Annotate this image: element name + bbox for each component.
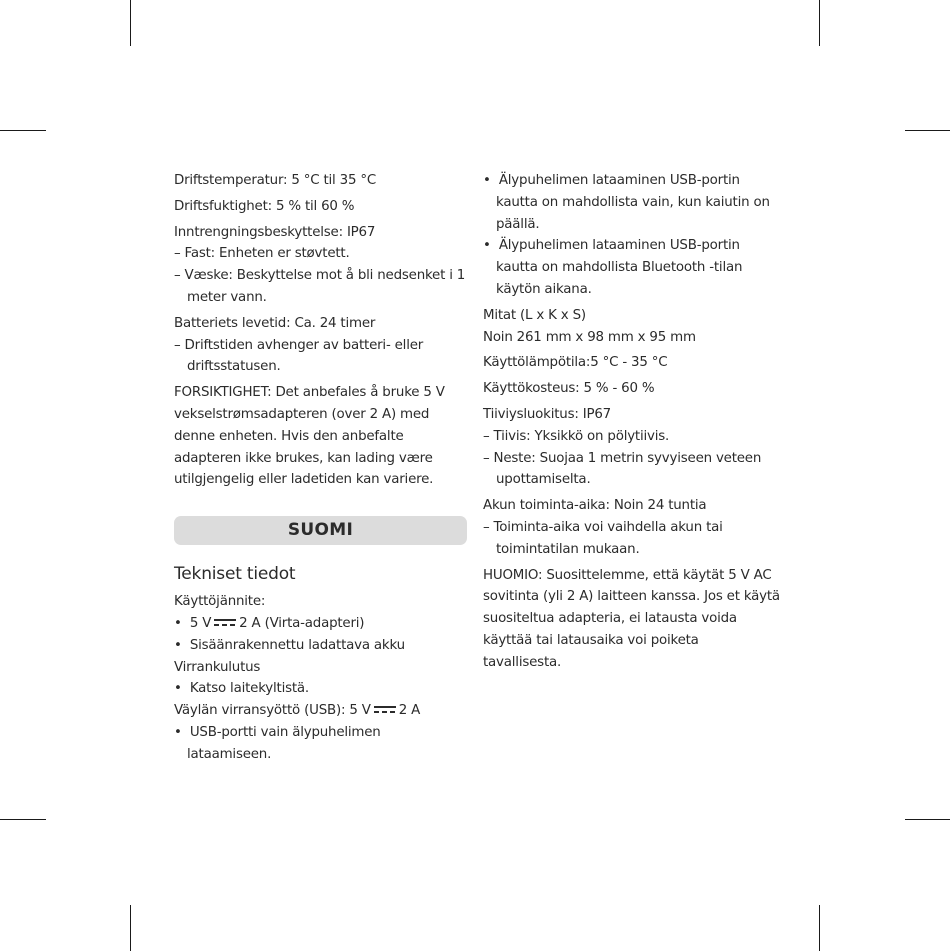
crop-mark-top-left bbox=[130, 0, 131, 46]
voltage-current: 2 A (Virta-adapteri) bbox=[239, 615, 365, 631]
power-label: Virrankulutus bbox=[174, 659, 261, 675]
caution-paragraph: HUOMIO: Suosittelemme, että käytät 5 V AC sovitinta (yli 2 A) laitteen kanssa. Jos et käytä suositeltua adapteria, ei latausta voida käyttää tai latausaika voi poiketa tavallisesta. bbox=[483, 567, 780, 670]
section-title: Tekniset tiedot bbox=[174, 564, 296, 585]
spec-sub-item: – Væske: Beskyttelse mot å bli nedsenket i 1 meter vann. bbox=[174, 268, 466, 305]
bullet-item bbox=[174, 678, 467, 700]
power-text: Katso laitekyltistä. bbox=[189, 681, 309, 697]
usb-power-line bbox=[174, 700, 467, 722]
crop-mark-left-top bbox=[0, 130, 46, 131]
caution-paragraph: FORSIKTIGHET: Det anbefales å bruke 5 V vekselstrømsadapteren (over 2 A) med denne enheten. Hvis den anbefalte adapteren ikke brukes, kan lading være utilgjengelig eller ladetiden kan variere. bbox=[174, 385, 445, 488]
usb-charge-note: Älypuhelimen lataaminen USB-portin kautta on mahdollista Bluetooth -tilan käytön aikana. bbox=[496, 238, 743, 297]
bullet-item bbox=[483, 170, 780, 235]
spec-sub-item: – Toiminta-aika voi vaihdella akun tai toimintatilan mukaan. bbox=[483, 519, 723, 557]
spec-sub-item: – Driftstiden avhenger av batteri- eller driftsstatusen. bbox=[174, 337, 424, 375]
usb-power-label: Väylän virransyöttö (USB): 5 V bbox=[174, 703, 371, 719]
crop-mark-right-bottom bbox=[905, 819, 950, 820]
bullet-glyph: • bbox=[483, 238, 491, 254]
spec-sub-item: – Neste: Suojaa 1 metrin syvyiseen veteen upottamiselta. bbox=[483, 450, 762, 488]
spec-line: Tiiviysluokitus: IP67 bbox=[483, 406, 611, 422]
spec-line: Inntrengningsbeskyttelse: IP67 bbox=[174, 224, 376, 240]
bullet-glyph: • bbox=[174, 724, 182, 740]
bullet-item bbox=[483, 235, 780, 300]
usb-text: USB-portti vain älypuhelimen lataamiseen. bbox=[187, 724, 381, 762]
bullet-glyph: • bbox=[174, 615, 182, 631]
spec-line: Akun toiminta-aika: Noin 24 tuntia bbox=[483, 498, 707, 514]
crop-mark-right-top bbox=[905, 130, 950, 131]
dc-symbol-icon bbox=[374, 705, 396, 715]
crop-mark-top-right bbox=[819, 0, 820, 46]
crop-mark-bottom-right bbox=[819, 905, 820, 951]
battery-text: Sisäänrakennettu ladattava akku bbox=[189, 637, 405, 653]
spec-line: Batteriets levetid: Ca. 24 timer bbox=[174, 315, 376, 331]
spec-line: Noin 261 mm x 98 mm x 95 mm bbox=[483, 329, 696, 345]
spec-line: Käyttölämpötila:5 °C - 35 °C bbox=[483, 355, 668, 371]
voltage-value: 5 V bbox=[189, 615, 212, 631]
left-column bbox=[174, 170, 467, 766]
spec-line: Mitat (L x K x S) bbox=[483, 307, 586, 323]
spec-line: Driftsfuktighet: 5 % til 60 % bbox=[174, 198, 355, 214]
bullet-glyph: • bbox=[174, 681, 182, 697]
bullet-item bbox=[174, 635, 467, 657]
crop-mark-left-bottom bbox=[0, 819, 46, 820]
voltage-label: Käyttöjännite: bbox=[174, 594, 266, 610]
spec-sub-item: – Fast: Enheten er støvtett. bbox=[174, 246, 350, 262]
usb-charge-note: Älypuhelimen lataaminen USB-portin kautta on mahdollista vain, kun kaiutin on päällä. bbox=[496, 173, 770, 232]
dc-symbol-icon bbox=[214, 618, 236, 628]
bullet-item bbox=[174, 613, 467, 635]
bullet-item bbox=[174, 722, 467, 766]
bullet-glyph: • bbox=[483, 173, 491, 188]
spec-line: Driftstemperatur: 5 °C til 35 °C bbox=[174, 173, 376, 188]
right-column bbox=[483, 170, 780, 674]
spec-line: Käyttökosteus: 5 % - 60 % bbox=[483, 381, 655, 397]
spec-sub-item: – Tiivis: Yksikkö on pölytiivis. bbox=[483, 428, 670, 444]
crop-mark-bottom-left bbox=[130, 905, 131, 951]
language-heading: SUOMI bbox=[174, 516, 467, 545]
bullet-glyph: • bbox=[174, 637, 182, 653]
usb-power-current: 2 A bbox=[398, 703, 421, 719]
